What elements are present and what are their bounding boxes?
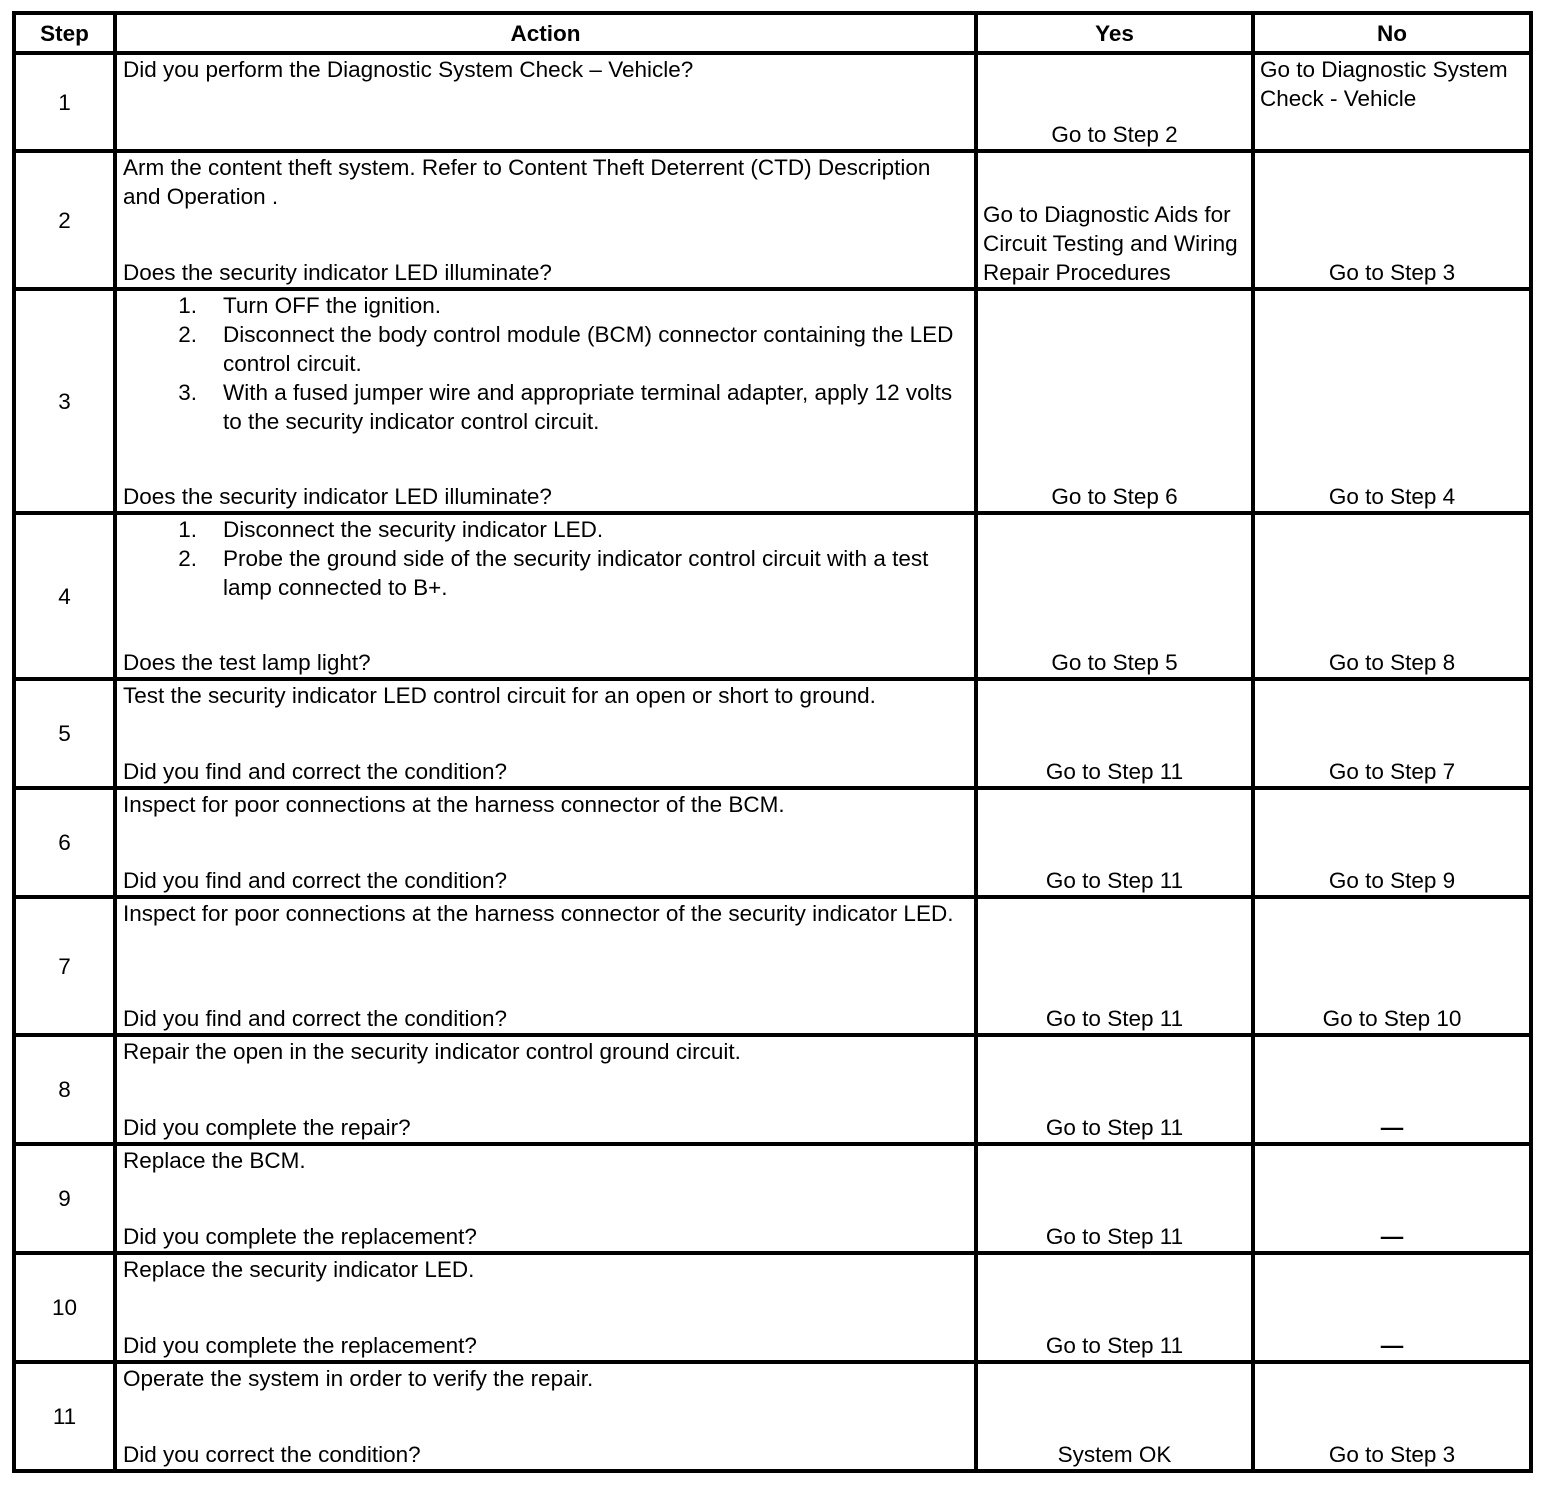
action-question: Did you find and correct the condition?: [123, 868, 507, 893]
diagnostic-table: [12, 11, 1533, 1473]
action-question: Does the security indicator LED illuminate?: [123, 260, 552, 285]
action-steps-list: [123, 515, 970, 602]
step-number: 10: [14, 1253, 115, 1362]
list-item: 3. With a fused jumper wire and appropriate terminal adapter, apply 12 volts to the security indicator control circuit.: [178, 380, 953, 434]
no-cell: Go to Step 10: [1253, 897, 1531, 1035]
no-cell: Go to Diagnostic System Check - Vehicle: [1253, 53, 1531, 151]
table-row: [14, 151, 1531, 289]
action-question: Did you complete the replacement?: [123, 1333, 477, 1358]
header-step: Step: [14, 13, 115, 53]
action-text: Operate the system in order to verify the repair.: [123, 1366, 594, 1391]
no-cell: Go to Step 3: [1253, 151, 1531, 289]
action-cell: [115, 1144, 976, 1253]
table-row: [14, 1362, 1531, 1471]
action-question: Does the test lamp light?: [123, 650, 371, 675]
table-row: [14, 1144, 1531, 1253]
action-cell: [115, 53, 976, 151]
table-row: [14, 1253, 1531, 1362]
table-row: [14, 897, 1531, 1035]
action-text: Inspect for poor connections at the harness connector of the BCM.: [123, 792, 785, 817]
header-no: No: [1253, 13, 1531, 53]
action-cell: [115, 513, 976, 679]
action-cell: [115, 1253, 976, 1362]
yes-cell: Go to Step 11: [976, 897, 1253, 1035]
step-number: 9: [14, 1144, 115, 1253]
action-steps-list: [123, 291, 970, 436]
action-cell: [115, 679, 976, 788]
action-cell: [115, 897, 976, 1035]
no-cell: Go to Step 7: [1253, 679, 1531, 788]
action-cell: [115, 151, 976, 289]
list-item: 1. Turn OFF the ignition.: [178, 293, 442, 318]
action-text: Did you perform the Diagnostic System Check – Vehicle?: [123, 57, 694, 82]
no-cell: Go to Step 9: [1253, 788, 1531, 897]
yes-cell: Go to Step 11: [976, 788, 1253, 897]
action-cell: [115, 289, 976, 513]
action-cell: [115, 1362, 976, 1471]
no-cell: Go to Step 3: [1253, 1362, 1531, 1471]
action-question: Did you complete the repair?: [123, 1115, 411, 1140]
table-row: [14, 513, 1531, 679]
list-item: 2. Probe the ground side of the security indicator control circuit with a test lamp connected to B+.: [178, 546, 929, 600]
step-number: 8: [14, 1035, 115, 1144]
action-text: Replace the security indicator LED.: [123, 1257, 475, 1282]
action-cell: [115, 788, 976, 897]
yes-cell: Go to Step 5: [976, 513, 1253, 679]
step-number: 1: [14, 53, 115, 151]
table-row: [14, 289, 1531, 513]
yes-cell: Go to Step 11: [976, 1035, 1253, 1144]
yes-cell: System OK: [976, 1362, 1253, 1471]
action-text: Repair the open in the security indicator control ground circuit.: [123, 1039, 741, 1064]
action-question: Did you correct the condition?: [123, 1442, 421, 1467]
header-row: [14, 13, 1531, 53]
no-cell: —: [1253, 1144, 1531, 1253]
step-number: 6: [14, 788, 115, 897]
list-item: 1. Disconnect the security indicator LED.: [178, 517, 604, 542]
action-text: Test the security indicator LED control circuit for an open or short to ground.: [123, 683, 876, 708]
list-item: 2. Disconnect the body control module (BCM) connector containing the LED control circuit.: [178, 322, 954, 376]
yes-cell: Go to Step 11: [976, 1144, 1253, 1253]
action-question: Did you find and correct the condition?: [123, 1006, 507, 1031]
no-cell: —: [1253, 1253, 1531, 1362]
step-number: 3: [14, 289, 115, 513]
action-text: Arm the content theft system. Refer to Content Theft Deterrent (CTD) Description and Operation .: [123, 155, 931, 209]
table-row: [14, 1035, 1531, 1144]
step-number: 7: [14, 897, 115, 1035]
action-text: Replace the BCM.: [123, 1148, 306, 1173]
table-row: [14, 788, 1531, 897]
action-question: Did you complete the replacement?: [123, 1224, 477, 1249]
yes-cell: Go to Step 6: [976, 289, 1253, 513]
table-row: [14, 679, 1531, 788]
action-question: Does the security indicator LED illuminate?: [123, 484, 552, 509]
step-number: 2: [14, 151, 115, 289]
action-cell: [115, 1035, 976, 1144]
no-cell: Go to Step 8: [1253, 513, 1531, 679]
step-number: 5: [14, 679, 115, 788]
action-question: Did you find and correct the condition?: [123, 759, 507, 784]
action-text: Inspect for poor connections at the harness connector of the security indicator LED.: [123, 901, 954, 926]
header-yes: Yes: [976, 13, 1253, 53]
yes-cell: Go to Step 2: [976, 53, 1253, 151]
yes-cell: Go to Diagnostic Aids for Circuit Testing and Wiring Repair Procedures: [976, 151, 1253, 289]
yes-cell: Go to Step 11: [976, 679, 1253, 788]
no-cell: —: [1253, 1035, 1531, 1144]
yes-cell: Go to Step 11: [976, 1253, 1253, 1362]
no-cell: Go to Step 4: [1253, 289, 1531, 513]
step-number: 4: [14, 513, 115, 679]
table-row: [14, 53, 1531, 151]
header-action: Action: [115, 13, 976, 53]
step-number: 11: [14, 1362, 115, 1471]
